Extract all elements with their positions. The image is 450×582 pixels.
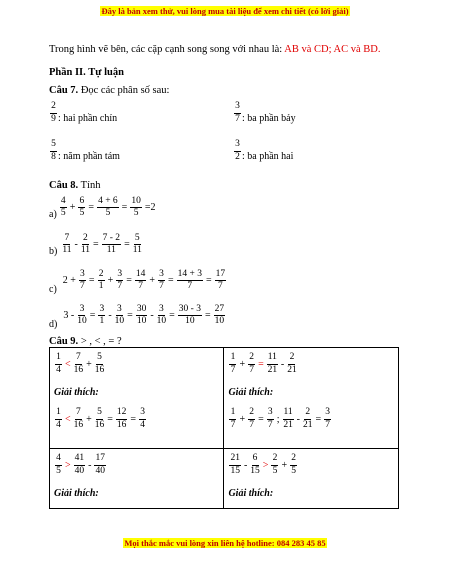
preview-banner: Đây là bản xem thử, vui lòng mua tài liệu để xem chi tiết (có lời giải) bbox=[101, 6, 349, 16]
q9-cell-4: $\frac{21}{15}$ - $\frac{6}{15}$ > $\frac{2}{5}$ + $\frac{2}{5}$ Giải thích: bbox=[224, 449, 399, 509]
q9-cell-2: $\frac{1}{7}$ + $\frac{2}{7}$ = $\frac{11}{21}$ - $\frac{2}{21}$ Giải thích: $\frac{1}{7}$ + $\frac{2}{7}$ = $\frac{3}{7}$ ; $\frac{11}{21}$ - $\frac{2}{21}$ = $\frac{3}{7}$ bbox=[224, 348, 399, 449]
q8-b: b) $\frac{7}{11}$ - $\frac{2}{11}$ = $\frac{7 - 2}{11}$ = $\frac{5}{11}$ bbox=[49, 232, 142, 257]
q8-d: d) 3 - $\frac{3}{10}$ = $\frac{3}{1}$ - $\frac{3}{10}$ = $\frac{30}{10}$ - $\frac{3}{10}$ = $\frac{30 - 3}{10}$ = $\frac{27}{10}$ bbox=[49, 303, 225, 330]
q7-item-3: $\frac{5}{8}$ : năm phần tám bbox=[51, 139, 120, 162]
q7-item-4: $\frac{3}{2}$ : ba phần hai bbox=[235, 139, 294, 162]
q8-a: a) $\frac{4}{5}$ + $\frac{6}{5}$ = $\frac{4 + 6}{5}$ = $\frac{10}{5}$ =2 bbox=[49, 195, 156, 220]
q7-heading: Câu 7. Đọc các phân số sau: bbox=[49, 85, 170, 96]
q8-heading: Câu 8. Tính bbox=[49, 180, 101, 191]
q9-cell-1: $\frac{1}{4}$ < $\frac{7}{16}$ + $\frac{5}{16}$ Giải thích: $\frac{1}{4}$ < $\frac{7}{16}$ + $\frac{5}{16}$ = $\frac{12}{16}$ = $\frac{3}{4}$ bbox=[50, 348, 224, 449]
q7-item-1: $\frac{2}{9}$ : hai phần chín bbox=[51, 101, 118, 124]
hotline-banner: Mọi thắc mắc vui lòng xin liên hệ hotline: 084 283 45 85 bbox=[124, 538, 326, 548]
q9-table bbox=[49, 347, 399, 509]
intro-line: Trong hình vẽ bên, các cặp cạnh song song với nhau là: AB và CD; AC và BD. bbox=[49, 44, 381, 55]
q7-item-2: $\frac{3}{7}$ : ba phần bảy bbox=[235, 101, 296, 124]
q9-cell-3: $\frac{4}{5}$ > $\frac{41}{40}$ - $\frac{17}{40}$ Giải thích: bbox=[50, 449, 224, 509]
q8-c: c) 2 + $\frac{3}{7}$ = $\frac{2}{1}$ + $\frac{3}{7}$ = $\frac{14}{7}$ + $\frac{3}{7}$ = $\frac{14 + 3}{7}$ = $\frac{17}{7}$ bbox=[49, 268, 226, 295]
q9-heading: Câu 9. > , < , = ? bbox=[49, 336, 122, 347]
intro-answer: AB và CD; AC và BD. bbox=[284, 44, 381, 55]
part2-heading: Phần II. Tự luận bbox=[49, 67, 124, 78]
